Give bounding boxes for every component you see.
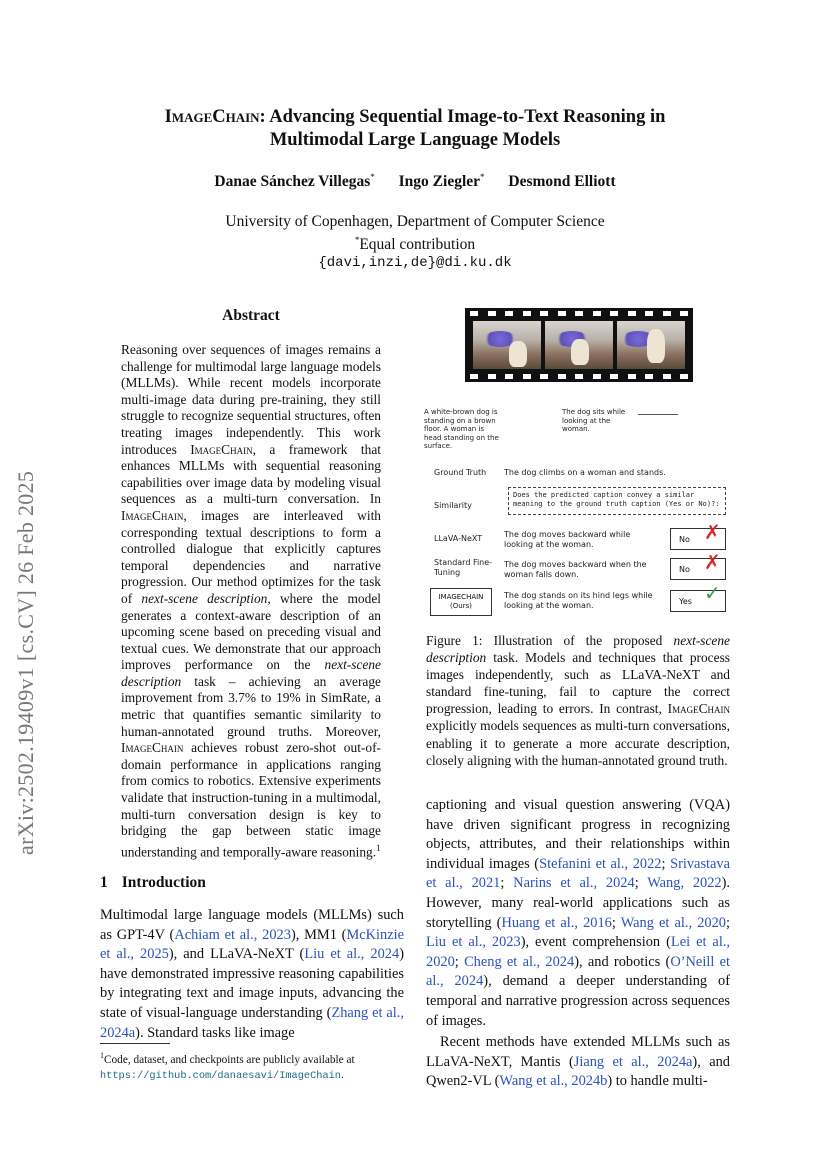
film-sprocket-hole [470,374,478,379]
author-2 [399,173,485,190]
body-text: ) have demonstrated impressive reasoning capabilities by integrating text and image inputs, advancing the state of visual-language understanding ( [100,946,404,1021]
body-text: ), demand a deeper understanding of temporal and narrative progression across sequences of images. [426,973,730,1029]
citation-link[interactable]: McKinzie et al., 2025 [100,926,404,963]
row-text-llava: The dog moves backward while looking at the woman. [504,530,631,549]
citation-link[interactable]: Wang et al., 2020 [620,914,726,931]
abstract-heading: Abstract [222,307,280,324]
equal-contribution [100,231,730,254]
author-1-name: Danae Sánchez Villegas [214,173,371,191]
ground-truth-text: The dog climbs on a woman and stands. [504,468,666,477]
dog-shape [571,339,589,365]
footnote-rule [100,1043,170,1044]
paper-title [100,106,730,152]
film-sprocket-hole [628,311,636,316]
ground-truth-label: Ground Truth [434,468,487,477]
film-sprocket-hole [523,374,531,379]
body-text: ), MM1 ( [290,926,347,943]
film-sprocket-hole [663,374,671,379]
check-mark-icon: ✓ [704,581,721,605]
answer-box-llava: No [670,528,726,550]
abstract-emphasis: next-scene description [141,590,268,606]
frame-caption-1: A white-brown dog is standing on a brown floor. A woman is head standing on the surface. [424,408,499,451]
footnote-end: . [341,1068,344,1081]
citation-link[interactable]: Zhang et al., 2024a [100,1004,404,1041]
figure-1-caption [426,632,730,769]
emails: {davi,inzi,de}@di.ku.dk [318,255,512,272]
similarity-prompt: Does the predicted caption convey a similar meaning to the ground truth caption (Yes or No)?: [508,487,726,515]
film-sprocket-hole [523,311,531,316]
cross-mark-icon: ✗ [704,550,721,574]
author-2-mark: * [480,172,485,182]
abstract-framework-name: ImageChain [190,441,253,457]
body-text: ). Standard tasks like image [135,1024,295,1041]
filmstrip-image [465,308,693,382]
caption-text: explicitly models sequences as multi-turn conversations, enabling it to generate a more accurate description, closely aligning with the human-annotated ground truth. [426,718,730,768]
footnote-url-link[interactable]: https://github.com/danaesavi/ImageChain [100,1069,341,1082]
missing-caption-blank [638,414,678,415]
citation-link[interactable]: Huang et al., 2016 [501,914,612,931]
film-sprocket-hole [505,311,513,316]
affiliation [100,212,730,273]
author-list [100,172,730,191]
film-sprocket-hole [610,374,618,379]
film-sprocket-hole [680,374,688,379]
answer-box-imagechain: Yes [670,590,726,612]
abstract-emphasis: next-scene description [121,657,381,689]
abstract-text: , where the model generates a context-aware description of an upcoming scene based on preceding visual and textual cues. We demonstrate that our approach improves performance on the [121,590,381,673]
cross-mark-icon: ✗ [704,520,721,544]
footnote [100,1048,404,1084]
title-framework-name: ImageChain [164,107,260,127]
body-text: ). However, many real-world applications such as storytelling ( [426,875,731,931]
film-sprocket-hole [505,374,513,379]
body-text: ; [661,855,671,872]
citation-link[interactable]: Srivastava et al., 2021 [426,855,731,892]
body-text: ), and Qwen2-VL ( [426,1053,730,1090]
film-sprocket-hole [575,311,583,316]
caption-framework-name: ImageChain [667,701,730,717]
body-text: captioning and visual question answering (VQA) have driven significant progress in recognizing objects, attributes, and their relationships within individual images ( [426,797,730,872]
equal-text: Equal contribution [359,236,476,254]
similarity-label: Similarity [434,501,472,510]
body-text: ; [634,875,648,892]
abstract-text: achieves robust zero-shot out-of-domain performance in applications ranging from comics to robotics. Extensive experiments validate that instruction-tuning in a multimodal, multi-turn conversation design is key to bridging the gap between static image understanding and temporally-aware reasoning. [121,740,381,860]
film-sprocket-hole [558,374,566,379]
row-text-imagechain: The dog stands on its hind legs while looking at the woman. [504,591,653,610]
film-sprocket-hole [610,311,618,316]
citation-link[interactable]: Lei et al., 2020 [426,934,731,970]
row-label-llava: LLaVA-NeXT [434,534,483,543]
film-sprocket-hole [540,374,548,379]
caption-emphasis: next-scene description [426,633,730,666]
title-line2: Multimodal Large Language Models [269,130,561,150]
abstract-text: , a framework that enhances MLLMs with sequential reasoning capabilities over image data by modeling visual sequences as a multi-turn conversation. In [121,441,381,507]
film-sprocket-hole [663,311,671,316]
footnote-mark: 1 [100,1051,104,1060]
right-column-body [426,796,730,1092]
citation-link[interactable]: Cheng et al., 2024 [464,953,575,970]
author-3-name: Desmond Elliott [508,173,616,191]
author-1 [214,173,374,190]
film-sprocket-hole [680,311,688,316]
abstract-text: , images are interleaved with corresponding textual descriptions to form a controlled dialogue that explicitly captures temporal dependencies and narrative progression. Our method optimizes for the task of [121,507,381,606]
citation-link[interactable]: O’Neill et al., 2024 [426,953,730,990]
institution: University of Copenhagen, Department of Computer Science [225,213,605,230]
body-text: Recent methods have extended MLLMs such as LLaVA-NeXT, Mantis ( [426,1034,730,1070]
abstract-text: Reasoning over sequences of images remains a challenge for multimodal large language models (MLLMs). While recent models incorporate multi-image data during pre-training, they still struggle to recognize sequential structures, often treating images independently. This work introduces [121,342,381,457]
film-sprocket-hole [488,311,496,316]
body-text: ) to handle multi- [607,1073,708,1090]
film-sprocket-hole [593,311,601,316]
citation-link[interactable]: Liu et al., 2024 [304,946,400,963]
body-text: Multimodal large language models (MLLMs) such as GPT-4V ( [100,907,404,943]
citation-link[interactable]: Liu et al., 2023 [426,934,521,951]
abstract-body [121,342,381,861]
film-sprocket-hole [593,374,601,379]
citation-link[interactable]: Wang et al., 2024b [499,1073,608,1090]
author-1-mark: * [370,172,375,182]
section-heading-introduction [100,874,206,892]
abstract-framework-name: ImageChain [121,740,184,756]
paragraph [426,1033,730,1092]
film-sprocket-hole [470,311,478,316]
film-sprocket-hole [645,374,653,379]
film-sprocket-hole [645,311,653,316]
paragraph [426,796,730,1031]
equal-mark: * [354,235,360,245]
film-frame-1 [473,321,541,369]
citation-link[interactable]: Wang, 2022 [647,875,722,892]
body-text: ; [726,914,730,931]
body-text: ; [500,875,514,892]
answer-box-standard-ft: No [670,558,726,580]
title-line1: : Advancing Sequential Image-to-Text Reasoning in [259,107,666,127]
row-label-standard-ft: Standard Fine-Tuning [434,558,493,577]
body-text: ), and robotics ( [574,953,671,970]
author-2-name: Ingo Ziegler [398,173,481,191]
body-text: ), event comprehension ( [520,934,671,951]
footnote-ref[interactable]: 1 [376,842,381,853]
row-label-imagechain: IMAGECHAIN (Ours) [430,588,492,616]
citation-link[interactable]: Jiang et al., 2024a [573,1053,693,1070]
arxiv-side-stamp: arXiv:2502.19409v1 [cs.CV] 26 Feb 2025 [13,470,38,855]
film-sprocket-hole [558,311,566,316]
caption-text: Figure 1: Illustration of the proposed [426,633,674,648]
row-text-standard-ft: The dog moves backward when the woman falls down. [504,560,647,579]
figure-1 [424,300,734,622]
film-sprocket-hole [488,374,496,379]
dog-shape [647,329,665,363]
body-text: ; [454,953,465,970]
abstract-framework-name: ImageChain [121,507,184,523]
citation-link[interactable]: Achiam et al., 2023 [174,926,291,943]
section-title: Introduction [121,874,206,891]
footnote-text: Code, dataset, and checkpoints are publicly available at [104,1053,355,1066]
dog-shape [509,341,527,367]
film-frame-3 [617,321,685,369]
citation-link[interactable]: Stefanini et al., 2022 [539,855,662,872]
section-number: 1 [100,874,108,891]
body-text: ), and LLaVA-NeXT ( [168,946,305,963]
abstract-text: task – achieving an average improvement from 3.7% to 19% in SimRate, a metric that quantifies semantic similarity to human-annotated ground truths. Moreover, [121,673,381,739]
author-3 [508,173,615,190]
film-sprocket-hole [575,374,583,379]
intro-paragraph [100,906,404,1043]
body-text: ; [611,914,621,931]
film-sprocket-hole [540,311,548,316]
caption-text: task. Models and techniques that process images independently, such as LLaVA-NeXT and standard fine-tuning, fail to capture the correct progression, leading to errors. In contrast, [426,650,730,717]
citation-link[interactable]: Narins et al., 2024 [513,875,635,892]
film-sprocket-hole [628,374,636,379]
frame-caption-2: The dog sits while looking at the woman. [562,408,626,434]
film-frame-2 [545,321,613,369]
